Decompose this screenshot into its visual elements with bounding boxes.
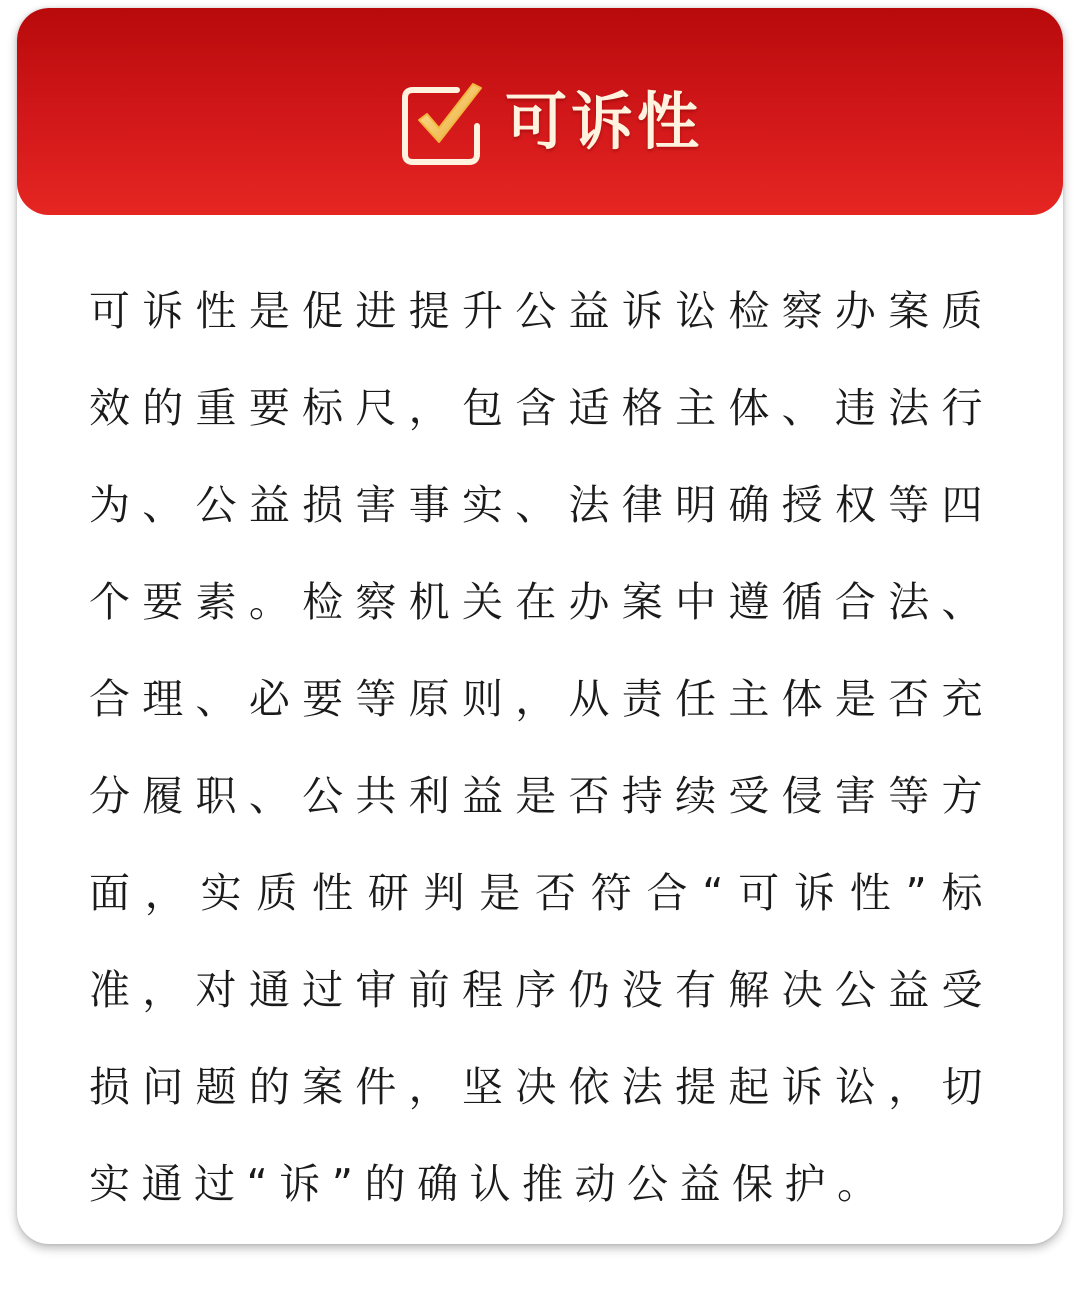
body-paragraph: 可诉性是促进提升公益诉讼检察办案质效的重要标尺，包含适格主体、违法行为、公益损害事实、法律明确授权等四个要素。检察机关在办案中遵循合法、合理、必要等原则，从责任主体是否充分履职、公共利益是否持续受侵害等方面，实质性研判是否符合“可诉性”标准，对通过审前程序仍没有解决公益受损问题的案件，坚决依法提起诉讼，切实通过“诉”的确认推动公益保护。 [89,287,994,1208]
checkbox-check-icon [395,74,491,170]
page-title: 可诉性 [505,85,704,158]
title-group [395,72,703,172]
header-banner [17,8,1063,215]
content-card [17,8,1063,1244]
